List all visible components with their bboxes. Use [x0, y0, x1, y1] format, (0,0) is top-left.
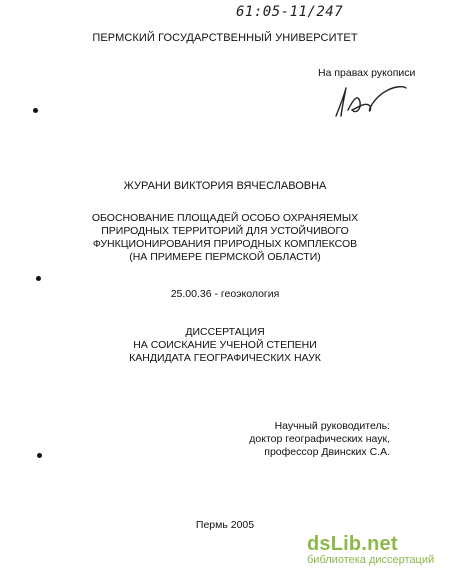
author-name: ЖУРАНИ ВИКТОРИЯ ВЯЧЕСЛАВОВНА [123, 180, 327, 192]
supervisor-block [249, 420, 390, 459]
scan-speck [36, 276, 41, 281]
supervisor-line: доктор географических наук, [249, 433, 390, 445]
watermark-brand: dsLib.net [307, 533, 398, 555]
supervisor-line: профессор Двинских С.А. [264, 446, 390, 458]
dissertation-line: НА СОИСКАНИЕ УЧЕНОЙ СТЕПЕНИ [133, 339, 317, 351]
handwritten-archive-number: 61:05-11/247 [236, 4, 344, 20]
title-line: ОБОСНОВАНИЕ ПЛОЩАДЕЙ ОСОБО ОХРАНЯЕМЫХ [91, 212, 359, 224]
university-name: ПЕРМСКИЙ ГОСУДАРСТВЕННЫЙ УНИВЕРСИТЕТ [92, 32, 358, 44]
scan-speck [37, 453, 42, 458]
watermark-subtitle: библиотека диссертаций [307, 554, 435, 566]
dissertation-line: КАНДИДАТА ГЕОГРАФИЧЕСКИХ НАУК [129, 352, 321, 364]
dissertation-type [0, 326, 450, 365]
specialty-code: 25.00.36 - геоэкология [170, 288, 280, 300]
title-line: ФУНКЦИОНИРОВАНИЯ ПРИРОДНЫХ КОМПЛЕКСОВ [92, 238, 358, 250]
manuscript-rights-label: На правах рукописи [318, 67, 416, 79]
supervisor-line: Научный руководитель: [274, 420, 390, 432]
dslib-watermark[interactable] [307, 533, 434, 566]
signature-image [330, 80, 410, 122]
dissertation-title [0, 212, 450, 264]
dissertation-line: ДИССЕРТАЦИЯ [185, 326, 265, 338]
title-line: ПРИРОДНЫХ ТЕРРИТОРИЙ ДЛЯ УСТОЙЧИВОГО [101, 225, 349, 237]
city-year: Пермь 2005 [195, 519, 255, 531]
title-line: (НА ПРИМЕРЕ ПЕРМСКОЙ ОБЛАСТИ) [129, 251, 321, 263]
scan-speck [33, 108, 38, 113]
